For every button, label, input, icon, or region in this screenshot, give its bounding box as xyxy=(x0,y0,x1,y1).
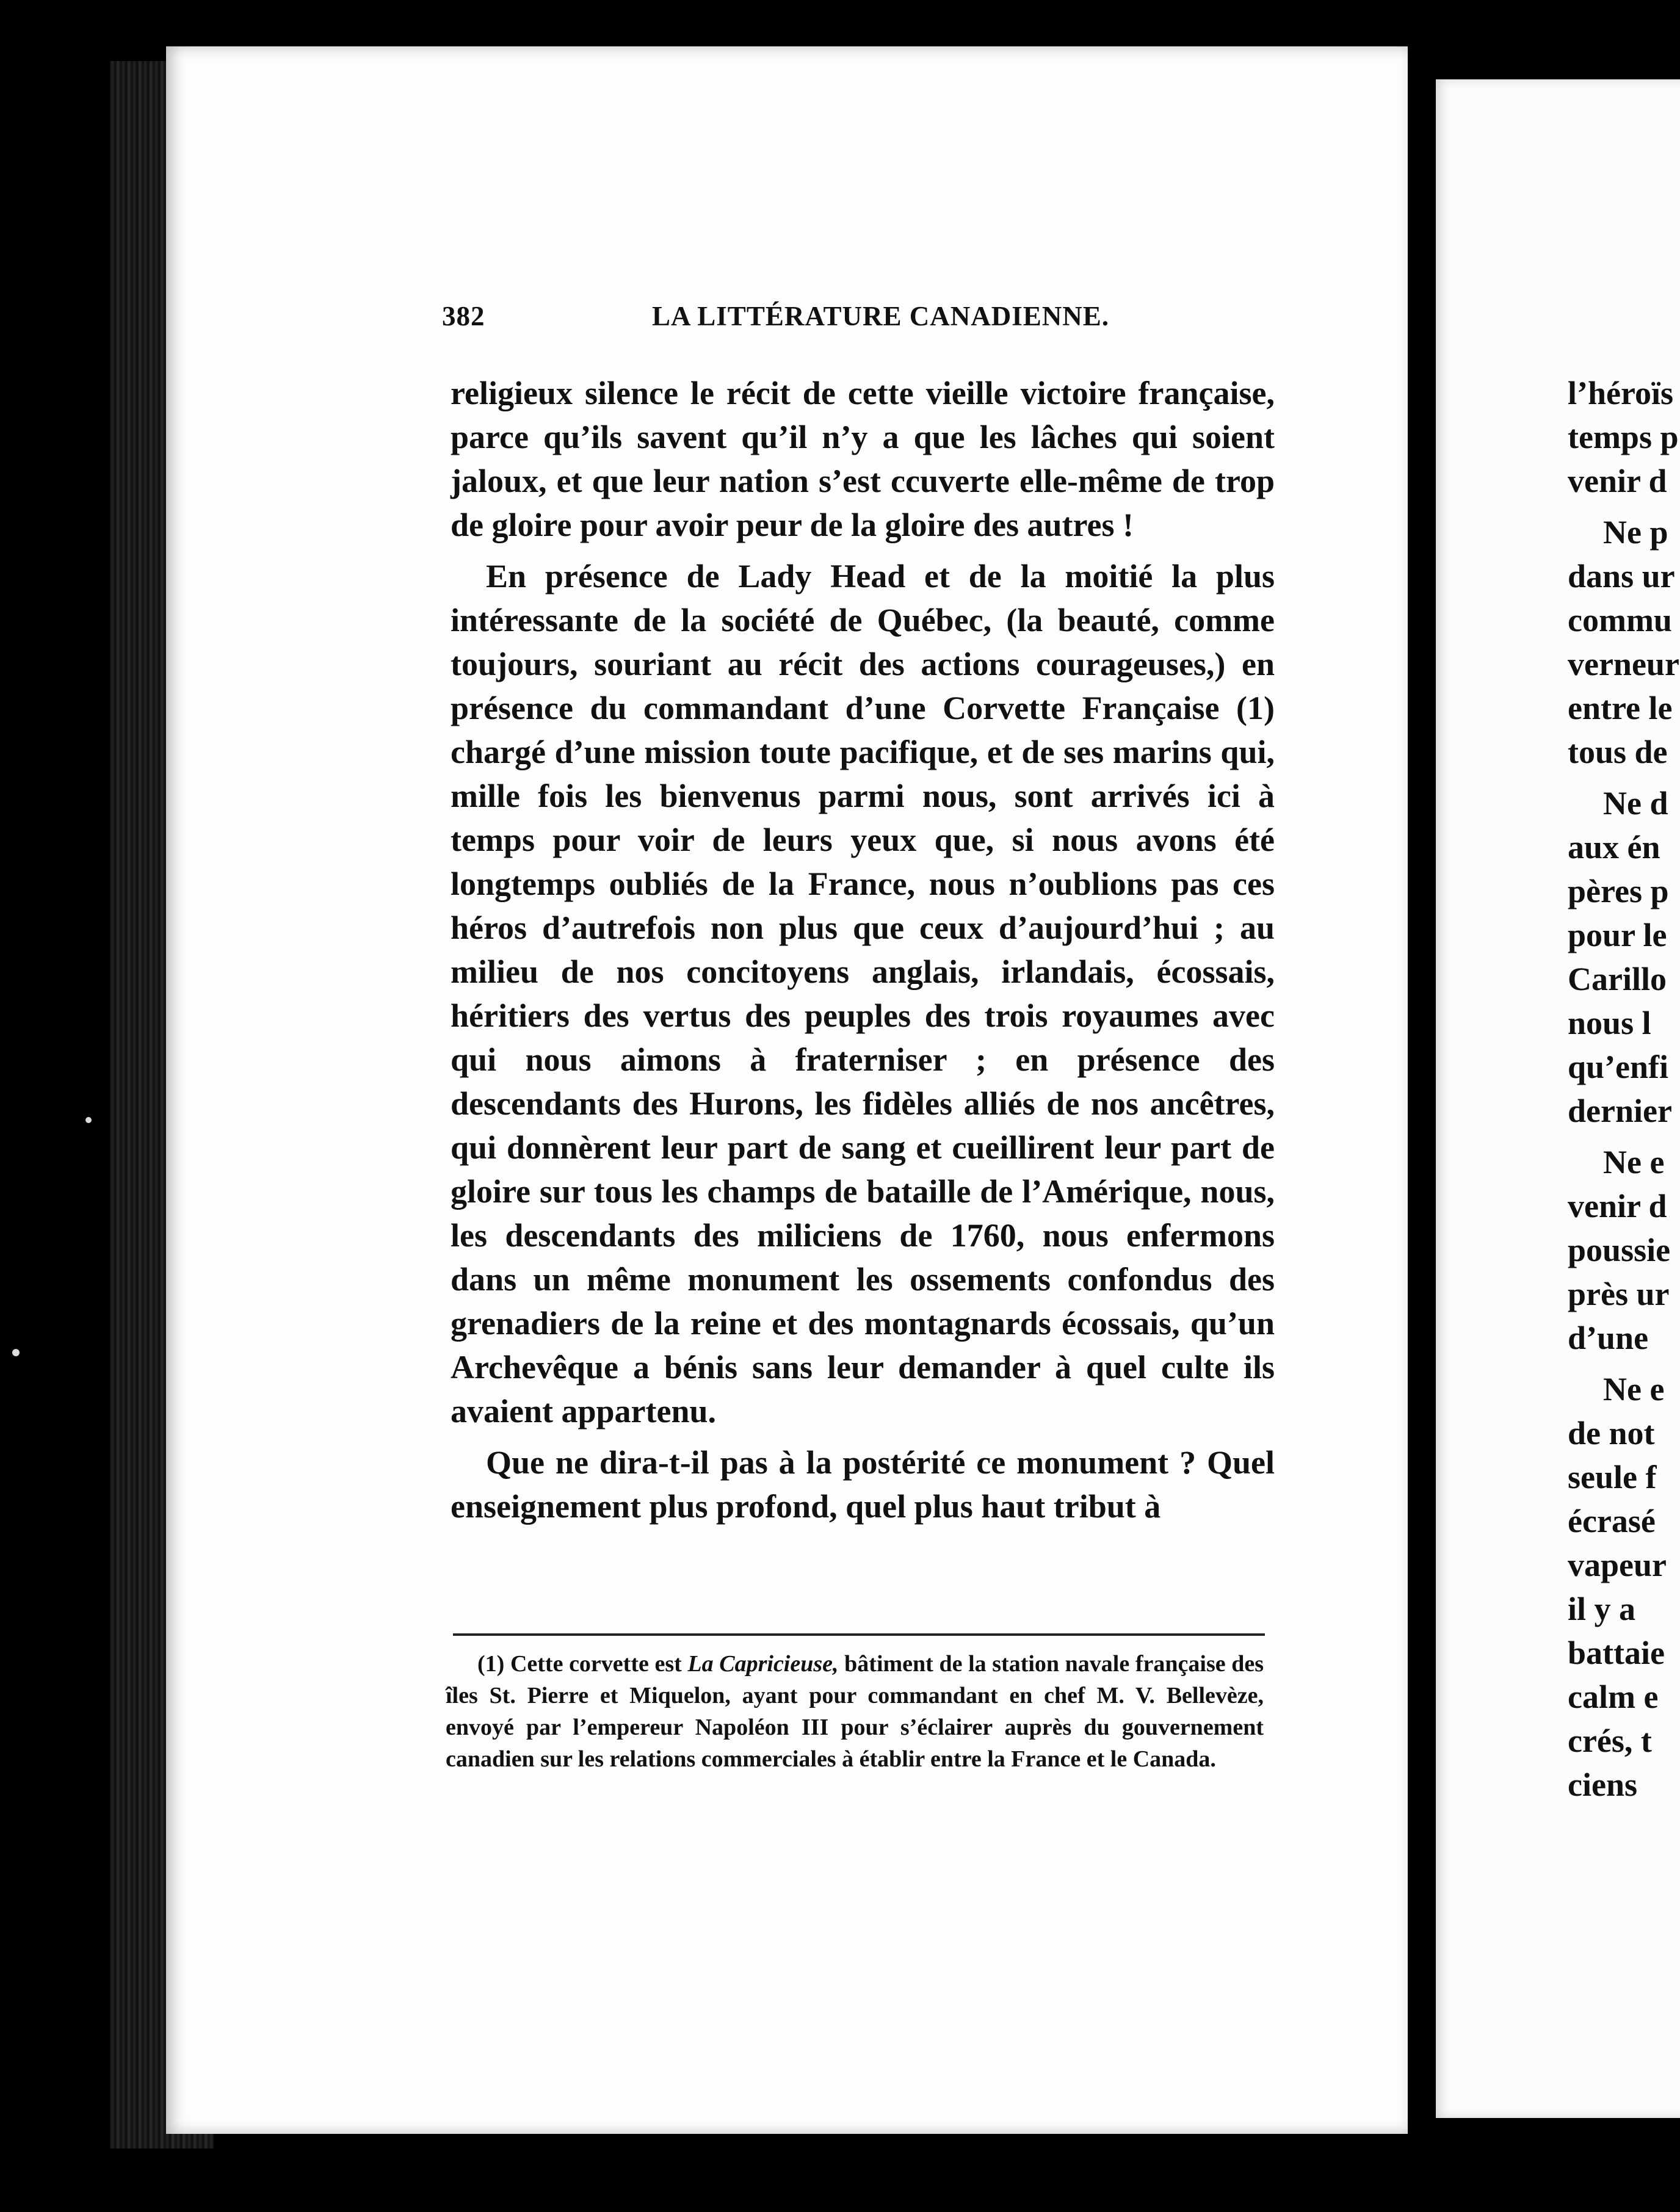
right-page-line: venir d xyxy=(1568,1188,1667,1224)
right-page-line: d’une xyxy=(1568,1320,1649,1356)
paragraph-gap xyxy=(1568,1360,1680,1367)
scan-speck xyxy=(85,1117,92,1123)
paragraph-gap xyxy=(1568,1133,1680,1140)
right-page-line: crés, t xyxy=(1568,1722,1652,1759)
right-page-line: dernier xyxy=(1568,1093,1672,1129)
right-page-line: de not xyxy=(1568,1415,1655,1451)
right-page-line: seule f xyxy=(1568,1459,1657,1495)
right-page-line: Carillo xyxy=(1568,961,1667,997)
paragraph-gap xyxy=(1568,774,1680,781)
right-page-line: dans ur xyxy=(1568,558,1675,595)
right-page-text xyxy=(1568,371,1680,1807)
footnote-marker: (1) xyxy=(477,1651,505,1677)
right-page-line: entre le xyxy=(1568,690,1673,726)
paragraph-gap xyxy=(1568,503,1680,510)
footnote xyxy=(446,1648,1264,1775)
right-page-line: qu’enfi xyxy=(1568,1049,1669,1085)
running-title: LA LITTÉRATURE CANADIENNE. xyxy=(652,301,1110,331)
right-page-line: verneur xyxy=(1568,646,1679,682)
paragraph-continuation: religieux silence le récit de cette vieille victoire française, parce qu’ils savent qu’il n’y a que les lâches qui soient jaloux, et que leur nation s’est ccuverte elle-même de trop de gloire pour avoir peur de la gloire des autres ! xyxy=(451,375,1275,543)
right-page-line: venir d xyxy=(1568,463,1667,499)
right-page-line: calm e xyxy=(1568,1679,1659,1715)
right-page-line: tous de xyxy=(1568,734,1668,770)
right-page-line: battaie xyxy=(1568,1635,1665,1671)
scan-speck xyxy=(12,1349,20,1356)
right-page-line: Ne d xyxy=(1603,785,1668,822)
paragraph: Que ne dira-t-il pas à la postérité ce monument ? Quel enseignement plus profond, quel plus haut tribut à xyxy=(451,1444,1275,1525)
right-page-line: pères p xyxy=(1568,873,1669,909)
footnote-text-start: Cette corvette est xyxy=(510,1651,688,1677)
main-text-block xyxy=(451,371,1275,1536)
right-page-line: vapeur xyxy=(1568,1547,1667,1583)
footnote-text-end: bâtiment de la station navale française des îles St. Pierre et Miquelon, ayant pour commandant en chef M. V. Bellevèze, envoyé par l’empereur Napoléon III pour s’éclairer auprès du gouvernement canadien sur les relations commerciales à établir entre la France et le Canada. xyxy=(446,1651,1264,1772)
right-page-line: commu xyxy=(1568,602,1672,638)
ship-name: La Capricieuse, xyxy=(687,1651,839,1677)
right-page-line: ciens xyxy=(1568,1766,1637,1803)
right-page-line: temps p xyxy=(1568,419,1679,455)
right-page-line: il y a xyxy=(1568,1591,1636,1627)
right-page-line: l’héroïs xyxy=(1568,375,1673,411)
right-page-line: Ne e xyxy=(1603,1371,1665,1408)
right-page-line: nous l xyxy=(1568,1005,1651,1041)
right-page-line: Ne p xyxy=(1603,514,1668,551)
page-number: 382 xyxy=(442,301,485,331)
right-page-line: aux én xyxy=(1568,829,1660,866)
right-page-line: écrasé xyxy=(1568,1503,1656,1539)
right-page-line: poussie xyxy=(1568,1232,1671,1268)
paragraph: En présence de Lady Head et de la moitié la plus intéressante de la société de Québec, (la beauté, comme toujours, souriant au récit des actions courageuses,) en présence du commandant d’une Corvette Française (1) chargé d’une mission toute pacifique, et de ses marins qui, mille fois les bienvenus parmi nous, sont arrivés ici à temps pour voir de leurs yeux que, si nous avons été longtemps oubliés de la France, nous n’oublions pas ces héros d’autrefois non plus que ceux d’aujourd’hui ; au milieu de nos concitoyens anglais, irlandais, écossais, héritiers des vertus des peuples des trois royaumes avec qui nous aimons à fraterniser ; en présence des descendants des Hurons, les fidèles alliés de nos ancêtres, qui donnèrent leur part de sang et cueillirent leur part de gloire sur tous les champs de bataille de l’Amérique, nous, les descendants des miliciens de 1760, nous enfermons dans un même monument les ossements confondus des grenadiers de la reine et des montagnards écossais, qu’un Archevêque a bénis sans leur demander à quel culte ils avaient appartenu. xyxy=(451,558,1275,1429)
running-head xyxy=(442,300,1132,349)
right-page-line: près ur xyxy=(1568,1276,1670,1312)
right-page-line: Ne e xyxy=(1603,1144,1665,1180)
right-page-line: pour le xyxy=(1568,917,1667,953)
footnote-rule xyxy=(453,1633,1265,1636)
